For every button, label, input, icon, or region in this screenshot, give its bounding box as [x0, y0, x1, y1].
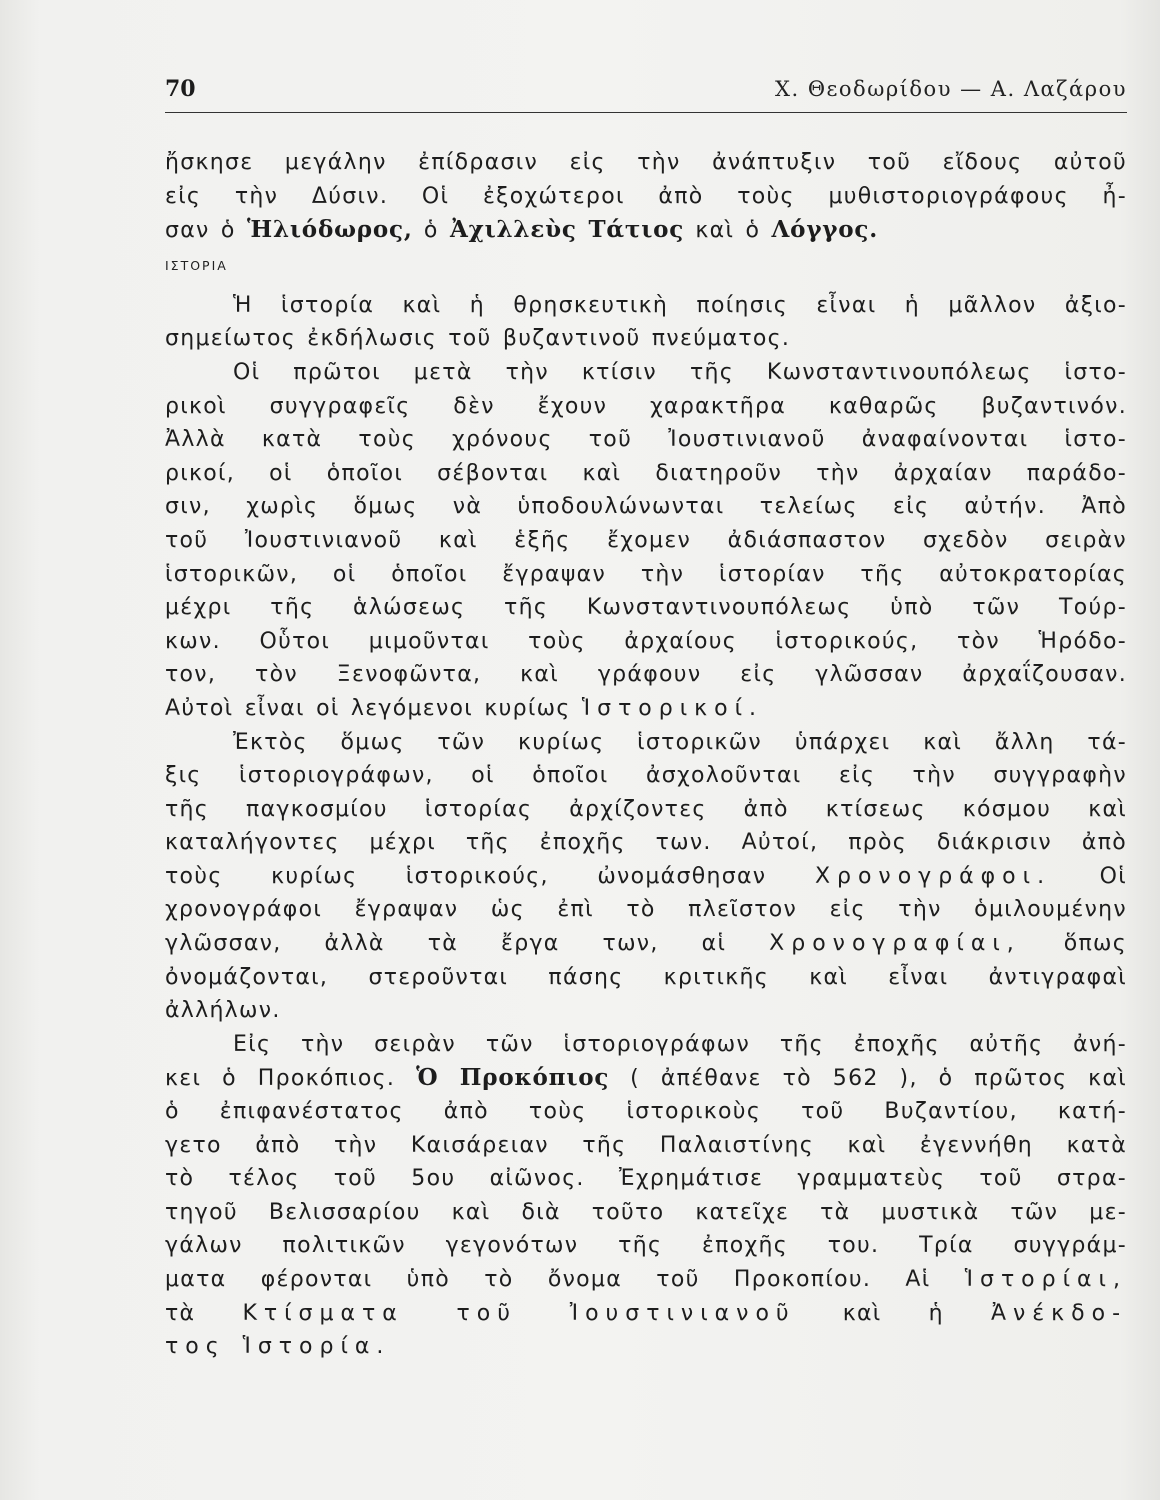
spaced-term: τος Ἱστορία. [165, 1334, 391, 1360]
text-line: ρικοὶ συγγραφεῖς δὲν ἔχουν χαρακτῆρα καθαρῶς βυζαντινόν. [165, 393, 1127, 419]
text-line: κων. Οὗτοι μιμοῦνται τοὺς ἀρχαίους ἱστορικούς, τὸν Ἡρόδο- [165, 628, 1127, 654]
text-line: γετο ἀπὸ τὴν Καισάρειαν τῆς Παλαιστίνης καὶ ἐγεννήθη κατὰ [165, 1132, 1127, 1158]
text-line: σιν, χωρὶς ὅμως νὰ ὑποδουλώνωνται τελείως εἰς αὐτήν. Ἀπὸ [165, 494, 1127, 520]
spaced-term: Ἱστορικοί. [581, 695, 764, 721]
paragraph-chroniclers [165, 726, 1127, 1028]
author-name: Ὁ Προκόπιος [416, 1064, 610, 1092]
text-line: γάλων πολιτικῶν γεγονότων τῆς ἐποχῆς του. Τρία συγγράμ- [165, 1233, 1127, 1259]
spaced-term: Ἀνέκδο- [990, 1300, 1128, 1326]
text-line: τηγοῦ Βελισσαρίου καὶ διὰ τοῦτο κατεῖχε τὰ μυστικὰ τῶν με- [165, 1199, 1127, 1225]
text-line: μέχρι τῆς ἁλώσεως τῆς Κωνσταντινουπόλεως ὑπὸ τῶν Τούρ- [165, 595, 1127, 621]
text-line: χρονογράφοι ἔγραψαν ὡς ἐπὶ τὸ πλεῖστον εἰς τὴν ὁμιλουμένην [165, 897, 1127, 923]
text-line: ἱστορικῶν, οἱ ὁποῖοι ἔγραψαν τὴν ἱστορίαν τῆς αὐτοκρατορίας [165, 561, 1127, 587]
text-line: ἀλλήλων. [165, 998, 281, 1024]
text-line: ὁ ἐπιφανέστατος ἀπὸ τοὺς ἱστορικοὺς τοῦ Βυζαντίου, κατή- [165, 1099, 1127, 1125]
paragraph-history-intro [165, 289, 1127, 356]
text-line [165, 1330, 1127, 1364]
spaced-term: Ἱστορίαι, [964, 1267, 1127, 1292]
text-line: τὰ Κτίσματα τοῦ Ἰουστινιανοῦ καὶ ἡ Ἀνέκδο- [165, 1300, 1128, 1326]
author-name: Λόγγος. [771, 216, 879, 244]
author-name: Ἡλιόδωρος, [246, 216, 413, 244]
text-line: ὀνομάζονται, στεροῦνται πάσης κριτικῆς καὶ εἶναι ἀντιγραφαὶ [165, 964, 1127, 990]
spaced-term: Κτίσματα τοῦ Ἰουστινιανοῦ [242, 1300, 796, 1326]
text-line: κει ὁ Προκόπιος. Ὁ Προκόπιος ( ἀπέθανε τὸ 562 ), ὁ πρῶτος καὶ [165, 1064, 1127, 1092]
text-line: Ἐκτὸς ὅμως τῶν κυρίως ἱστορικῶν ὑπάρχει καὶ ἄλλη τά- [233, 729, 1127, 755]
spaced-term: Χρονογράφοι. [814, 863, 1052, 889]
text-line: τοὺς κυρίως ἱστορικούς, ὠνομάσθησαν Χρονογράφοι. Οἱ [165, 863, 1128, 889]
text-line: τῆς παγκοσμίου ἱστορίας ἀρχίζοντες ἀπὸ κτίσεως κόσμου καὶ [165, 796, 1127, 822]
text-line: τὸ τέλος τοῦ 5ου αἰῶνος. Ἐχρημάτισε γραμματεὺς τοῦ στρα- [165, 1166, 1127, 1192]
paragraph-procopius [165, 1028, 1127, 1364]
text-line: τον, τὸν Ξενοφῶντα, καὶ γράφουν εἰς γλῶσσαν ἀρχαΐζουσαν. [165, 662, 1127, 688]
text-line: Οἱ πρῶτοι μετὰ τὴν κτίσιν τῆς Κωνσταντινουπόλεως ἱστο- [233, 359, 1127, 385]
text-line: Αὐτοὶ εἶναι οἱ λεγόμενοι κυρίως Ἱστορικοί. [165, 695, 764, 721]
page-header [165, 72, 1127, 113]
text-line: σημείωτος ἐκδήλωσις τοῦ βυζαντινοῦ πνεύματος. [165, 326, 791, 352]
running-head: Χ. Θεοδωρίδου — Α. Λαζάρου [775, 77, 1127, 101]
text-line: καταλήγοντες μέχρι τῆς ἐποχῆς των. Αὐτοί, πρὸς διάκρισιν ἀπὸ [165, 830, 1127, 856]
text-line: Εἰς τὴν σειρὰν τῶν ἱστοριογράφων τῆς ἐποχῆς αὐτῆς ἀνή- [233, 1031, 1127, 1057]
page-body [165, 146, 1127, 1364]
section-label: ΙΣΤΟΡΙΑ [165, 257, 228, 273]
text-line: σαν ὁ Ἡλιόδωρος, ὁ Ἀχιλλεὺς Τάτιος καὶ ὁ Λόγγος. [165, 216, 879, 244]
paragraph-historians [165, 356, 1127, 726]
text-line: τοῦ Ἰουστινιανοῦ καὶ ἑξῆς ἔχομεν ἀδιάσπαστον σχεδὸν σειρὰν [165, 527, 1127, 553]
text-line: εἰς τὴν Δύσιν. Οἱ ἐξοχώτεροι ἀπὸ τοὺς μυθιστοριογράφους ἦ- [165, 183, 1127, 209]
author-name: Ἀχιλλεὺς Τάτιος [450, 216, 685, 244]
text-line: Ἀλλὰ κατὰ τοὺς χρόνους τοῦ Ἰουστινιανοῦ ἀναφαίνονται ἱστο- [165, 427, 1127, 453]
text-line: γλῶσσαν, ἀλλὰ τὰ ἔργα των, αἱ Χρονογραφίαι, ὅπως [165, 931, 1127, 957]
text-line: ξις ἱστοριογράφων, οἱ ὁποῖοι ἀσχολοῦνται εἰς τὴν συγγραφὴν [165, 763, 1127, 789]
text-line: ρικοί, οἱ ὁποῖοι σέβονται καὶ διατηροῦν τὴν ἀρχαίαν παράδο- [165, 460, 1127, 486]
intro-paragraph [165, 146, 1127, 247]
spaced-term: Χρονογραφίαι, [769, 931, 1021, 957]
text-line: ματα φέρονται ὑπὸ τὸ ὄνομα τοῦ Προκοπίου. Αἱ Ἱστορίαι, [165, 1267, 1127, 1292]
text-line: Ἡ ἱστορία καὶ ἡ θρησκευτικὴ ποίησις εἶναι ἡ μᾶλλον ἀξιο- [233, 292, 1127, 318]
page-number: 70 [165, 76, 196, 102]
text-line: ἤσκησε μεγάλην ἐπίδρασιν εἰς τὴν ἀνάπτυξιν τοῦ εἴδους αὐτοῦ [165, 150, 1127, 175]
